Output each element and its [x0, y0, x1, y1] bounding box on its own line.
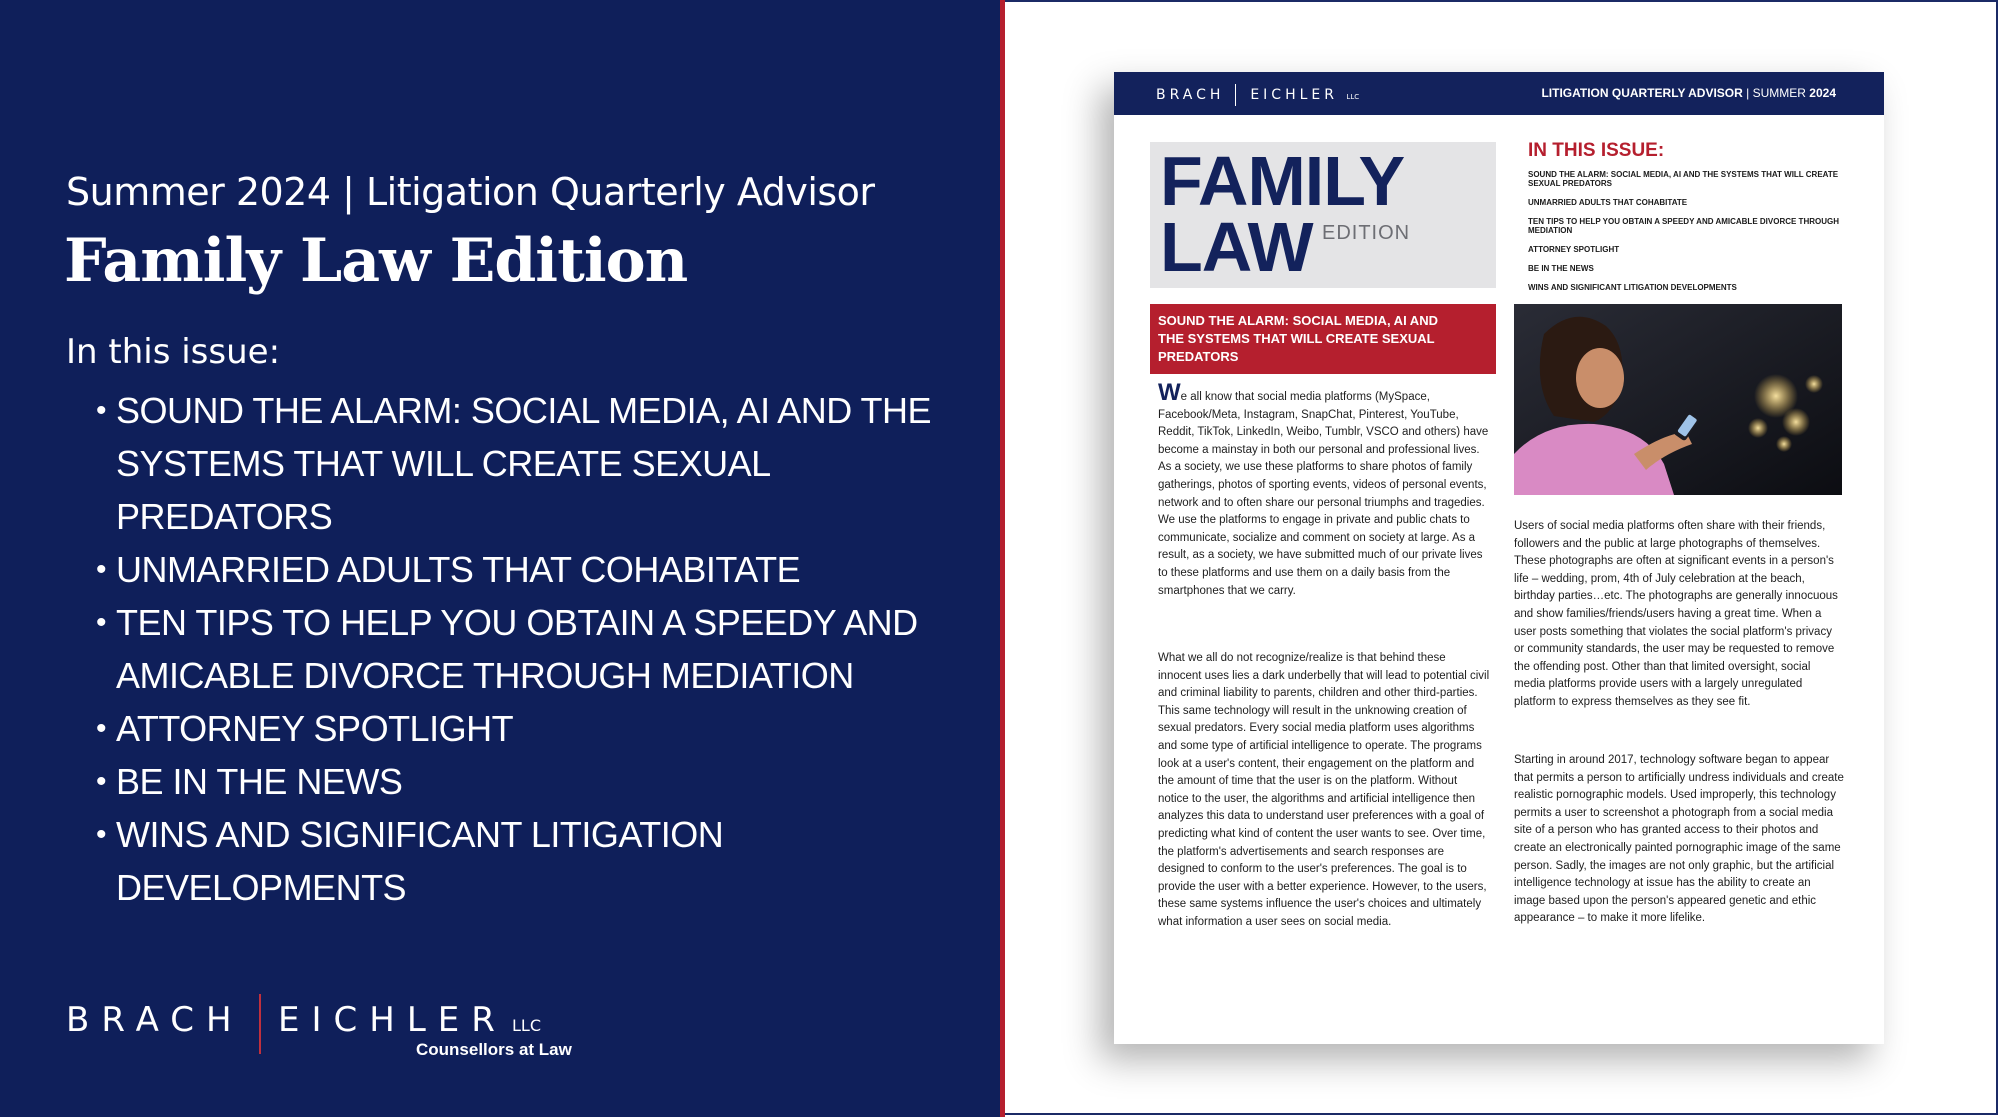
newsletter-issue-item: UNMARRIED ADULTS THAT COHABITATE — [1528, 198, 1688, 207]
edition-title: Family Law Edition — [64, 226, 688, 296]
masthead-law: LAW — [1160, 208, 1313, 286]
logo-tagline: Counsellors at Law — [416, 1040, 572, 1059]
newsletter-issue-list — [1528, 170, 1848, 302]
newsletter-issue-item: BE IN THE NEWS — [1528, 264, 1594, 273]
issue-item: • WINS AND SIGNIFICANT LITIGATION DEVELOPMENTS — [96, 808, 976, 914]
newsletter-brand — [1156, 84, 1359, 106]
publication-season: SUMMER — [1752, 86, 1806, 100]
article-dropcap: W — [1158, 379, 1181, 406]
newsletter-issue-item: ATTORNEY SPOTLIGHT — [1528, 245, 1620, 254]
article-photo — [1514, 304, 1842, 495]
issue-item: • UNMARRIED ADULTS THAT COHABITATE — [96, 543, 976, 596]
article-paragraph-text: e all know that social media platforms (MySpace, Facebook/Meta, Instagram, SnapChat, Pinterest, YouTube, Reddit, TikTok, LinkedIn, Weibo, Tumblr, VSCO and others) have become a mainstay in both our personal and professional lives. As a society, we use these platforms to share photos of family gatherings, photos of sporting events, videos of personal events, network and to often share our personal triumphs and tragedies. We use the platforms to engage in private and public chats to communicate, socialize and comment on society at large. As a result, as a society, we have submitted much of our private lives to these platforms and use them on a daily basis from the smartphones that we carry. — [1158, 391, 1489, 597]
logo-word-eichler: EICHLER — [278, 1000, 507, 1040]
newsletter-issue-item: TEN TIPS TO HELP YOU OBTAIN A SPEEDY AND AMICABLE DIVORCE THROUGH MEDIATION — [1528, 217, 1839, 235]
publication-name: LITIGATION QUARTERLY ADVISOR — [1541, 86, 1743, 100]
publication-year: 2024 — [1809, 86, 1836, 100]
newsletter-header — [1114, 72, 1884, 115]
brand-word-brach: BRACH — [1156, 87, 1225, 103]
logo-word-brach: BRACH — [66, 1000, 244, 1040]
logo-separator — [259, 994, 261, 1054]
masthead — [1150, 142, 1496, 288]
newsletter-issue-heading: IN THIS ISSUE: — [1528, 140, 1665, 161]
masthead-family: FAMILY — [1160, 142, 1405, 220]
newsletter-issue-item: WINS AND SIGNIFICANT LITIGATION DEVELOPMENTS — [1528, 283, 1737, 292]
issue-item: • SOUND THE ALARM: SOCIAL MEDIA, AI AND THE SYSTEMS THAT WILL CREATE SEXUAL PREDATORS — [96, 384, 976, 543]
article-paragraph: Starting in around 2017, technology software began to appear that permits a person to artificially undress individuals and create realistic pornographic models. Used improperly, this technology permits a user to screenshot a photograph from a social media site of a person who has granted access to their photos and create an electronically painted pornographic image of the same person. Sadly, the images are not only graphic, but the artificial intelligence technology at issue has the ability to create an image based upon the person's appeared genetic and ethic appearance – to make it more lifelike. — [1514, 754, 1844, 925]
article-paragraph: What we all do not recognize/realize is that behind these innocent uses lies a dark underbelly that will lead to potential civil and criminal liability to parents, children and other third-parties. This same technology will result in the unknowing creation of sexual predators. Every social media platform uses algorithms and some type of artificial intelligence to operate. The programs look at a user's content, their engagement on the platform and the amount of time that the user is on the platform. Without notice to the user, the algorithms and artificial intelligence then analyzes this data to understand user preferences with a goal of predicting what kind of content the user wants to see. Over time, the platform's advertisements and search responses are designed to conform to the user's preferences. The goal is to provide the user with a better experience. However, to the users, these same systems influence the user's choices and ultimately what information a user sees on social media. — [1158, 652, 1490, 928]
issue-item: • BE IN THE NEWS — [96, 755, 976, 808]
newsletter-page — [1114, 72, 1884, 1044]
article-paragraph — [1158, 379, 1490, 600]
firm-logo — [66, 994, 572, 1064]
edition-line: Summer 2024 | Litigation Quarterly Advisor — [66, 170, 875, 214]
brand-suffix: LLC — [1346, 93, 1360, 101]
masthead-edition: EDITION — [1322, 222, 1411, 244]
issue-list — [96, 384, 976, 914]
newsletter-publication — [1541, 86, 1836, 100]
girl-with-phone-illustration — [1514, 304, 1842, 495]
article-paragraph: Users of social media platforms often share with their friends, followers and the public at large photographs of themselves. These photographs are often at significant events in a person's life – wedding, prom, 4th of July celebration at the beach, birthday parties…etc. The photographs are generally innocuous and show families/friends/users having a great time. When a user posts something that violates the social platform's privacy or community standards, the user may be requested to remove the offending post. Other than that limited oversight, social media platforms provide users with a largely unregulated platform to express themselves as they see fit. — [1514, 520, 1838, 708]
publication-separator: | — [1746, 86, 1753, 100]
newsletter-issue-item: SOUND THE ALARM: SOCIAL MEDIA, AI AND THE SYSTEMS THAT WILL CREATE SEXUAL PREDATORS — [1528, 170, 1839, 188]
article-banner — [1150, 304, 1496, 374]
issue-item: • ATTORNEY SPOTLIGHT — [96, 702, 976, 755]
brand-word-eichler: EICHLER — [1250, 87, 1338, 103]
issue-item: • TEN TIPS TO HELP YOU OBTAIN A SPEEDY AND AMICABLE DIVORCE THROUGH MEDIATION — [96, 596, 976, 702]
issue-heading: In this issue: — [66, 332, 281, 372]
logo-suffix: LLC — [512, 1016, 541, 1035]
brand-separator — [1235, 84, 1236, 106]
article-title: SOUND THE ALARM: SOCIAL MEDIA, AI AND THE SYSTEMS THAT WILL CREATE SEXUAL PREDATORS — [1158, 313, 1438, 364]
